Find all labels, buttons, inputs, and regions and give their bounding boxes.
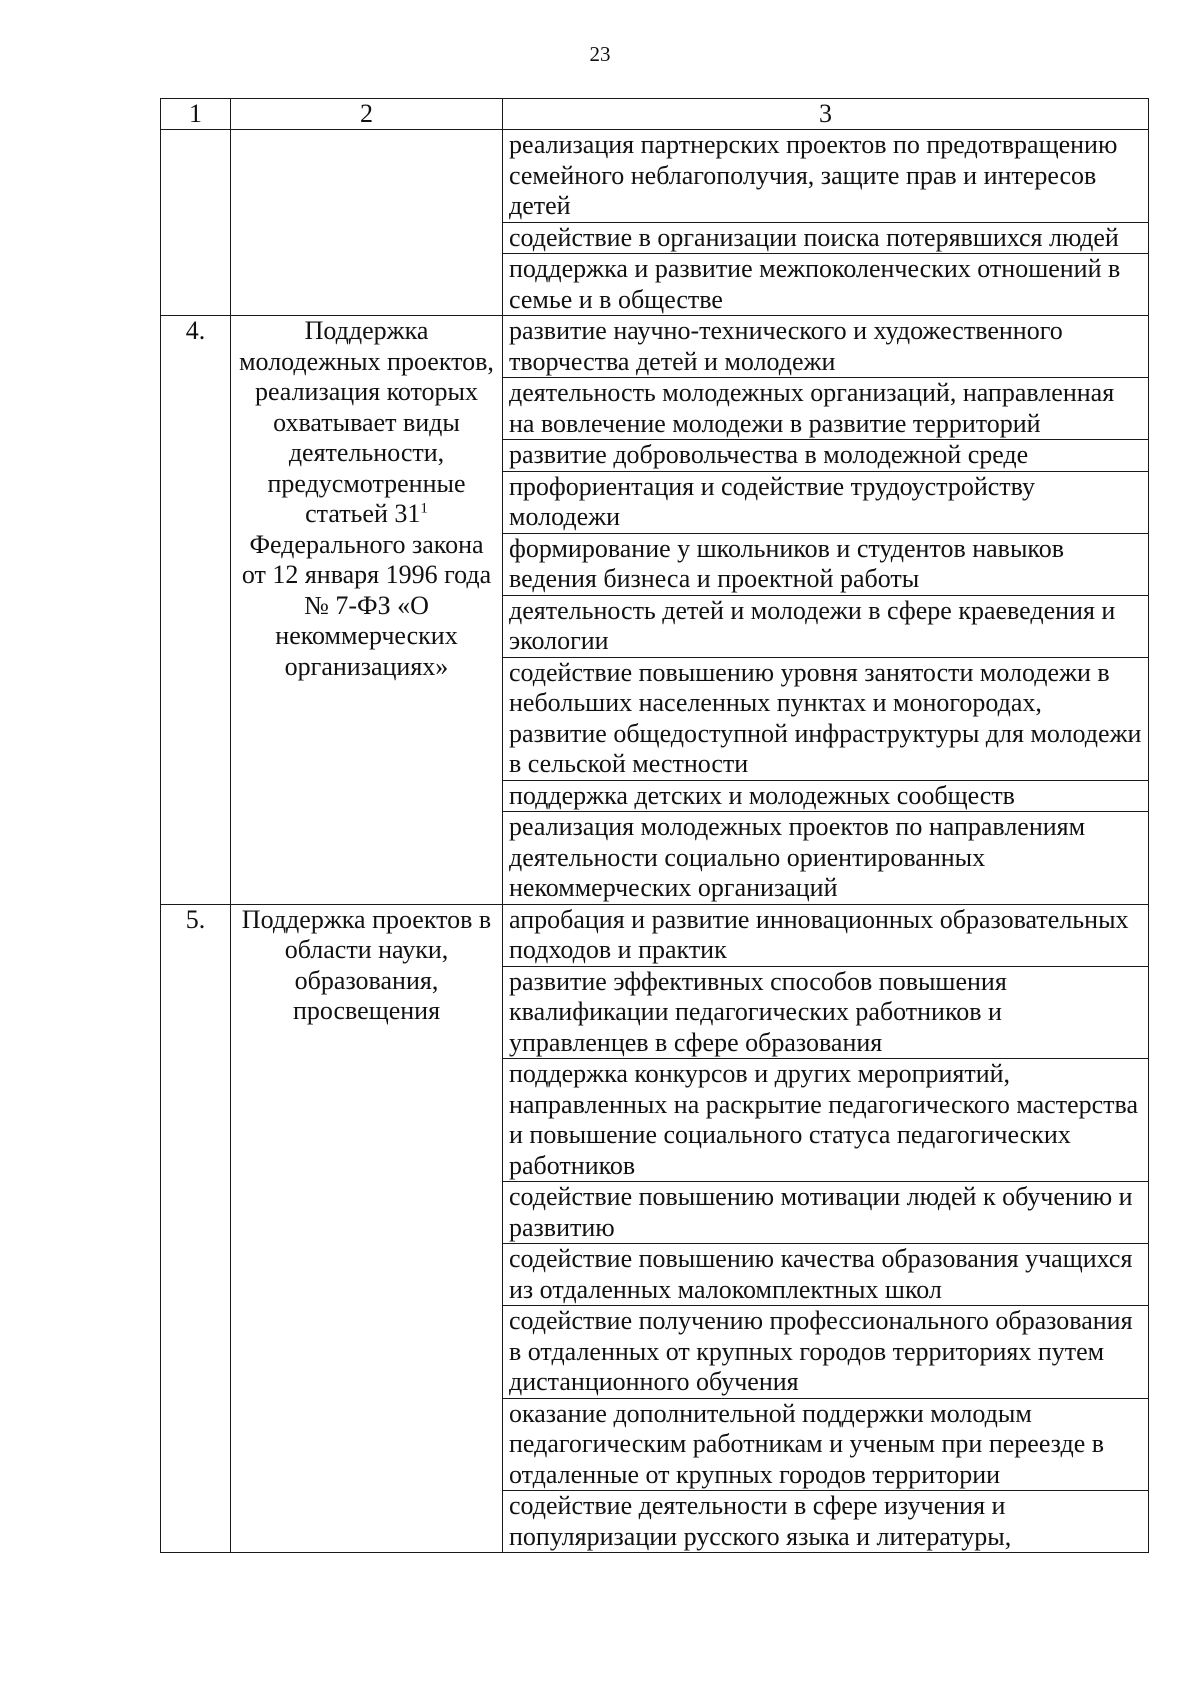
section-4-title-main: Поддержка молодежных проектов, реализация которых охватывает виды деятельности, предусмотренные статьей 31 bbox=[239, 316, 494, 528]
table-cell-item: деятельность молодежных организаций, направленная на вовлечение молодежи в развитие территорий bbox=[503, 378, 1149, 440]
table-cell-item: оказание дополнительной поддержки молодым педагогическим работникам и ученым при переезде в отдаленные от крупных городов территории bbox=[503, 1398, 1149, 1491]
section-4-number: 4. bbox=[161, 316, 231, 905]
table-cell-item: профориентация и содействие трудоустройству молодежи bbox=[503, 471, 1149, 533]
table-row bbox=[161, 904, 1149, 966]
section-5-title: Поддержка проектов в области науки, образования, просвещения bbox=[231, 904, 503, 1553]
table-cell-item: развитие научно-технического и художественного творчества детей и молодежи bbox=[503, 316, 1149, 378]
table-cell-item: содействие повышению качества образования учащихся из отдаленных малокомплектных школ bbox=[503, 1244, 1149, 1306]
table-cell-item: развитие эффективных способов повышения квалификации педагогических работников и управленцев в сфере образования bbox=[503, 966, 1149, 1059]
table-cell-item: развитие добровольчества в молодежной среде bbox=[503, 440, 1149, 472]
table-cell-item: реализация партнерских проектов по предотвращению семейного неблагополучия, защите прав и интересов детей bbox=[503, 130, 1149, 223]
column-header-1: 1 bbox=[161, 99, 231, 130]
empty-number-cell bbox=[161, 130, 231, 316]
table-cell-item: формирование у школьников и студентов навыков ведения бизнеса и проектной работы bbox=[503, 533, 1149, 595]
directions-table bbox=[160, 98, 1149, 1553]
table-cell-item: содействие получению профессионального образования в отдаленных от крупных городов территориях путем дистанционного обучения bbox=[503, 1306, 1149, 1399]
table-cell-item: содействие в организации поиска потерявшихся людей bbox=[503, 222, 1149, 254]
header-row bbox=[161, 99, 1149, 130]
table-cell-item: содействие деятельности в сфере изучения и популяризации русского языка и литературы, bbox=[503, 1491, 1149, 1553]
column-header-2: 2 bbox=[231, 99, 503, 130]
table-cell-item: поддержка конкурсов и других мероприятий, направленных на раскрытие педагогического мастерства и повышение социального статуса педагогических работников bbox=[503, 1059, 1149, 1182]
empty-title-cell bbox=[231, 130, 503, 316]
table-cell-item: поддержка и развитие межпоколенческих отношений в семье и в обществе bbox=[503, 254, 1149, 316]
table-cell-item: деятельность детей и молодежи в сфере краеведения и экологии bbox=[503, 595, 1149, 657]
table-cell-item: содействие повышению мотивации людей к обучению и развитию bbox=[503, 1182, 1149, 1244]
section-4-title bbox=[231, 316, 503, 905]
section-5-number: 5. bbox=[161, 904, 231, 1553]
column-header-3: 3 bbox=[503, 99, 1149, 130]
table-cell-item: реализация молодежных проектов по направлениям деятельности социально ориентированных некоммерческих организаций bbox=[503, 812, 1149, 905]
page-number: 23 bbox=[589, 42, 611, 66]
table-row bbox=[161, 130, 1149, 223]
table-cell-item: поддержка детских и молодежных сообществ bbox=[503, 780, 1149, 812]
section-4-title-rest: Федерального закона от 12 января 1996 года № 7-ФЗ «О некоммерческих организациях» bbox=[241, 529, 492, 681]
section-4-title-superscript: 1 bbox=[420, 500, 428, 517]
table-cell-item: апробация и развитие инновационных образовательных подходов и практик bbox=[503, 904, 1149, 966]
table-row bbox=[161, 316, 1149, 378]
table-cell-item: содействие повышению уровня занятости молодежи в небольших населенных пунктах и моногородах, развитие общедоступной инфраструктуры для молодежи в сельской местности bbox=[503, 657, 1149, 780]
